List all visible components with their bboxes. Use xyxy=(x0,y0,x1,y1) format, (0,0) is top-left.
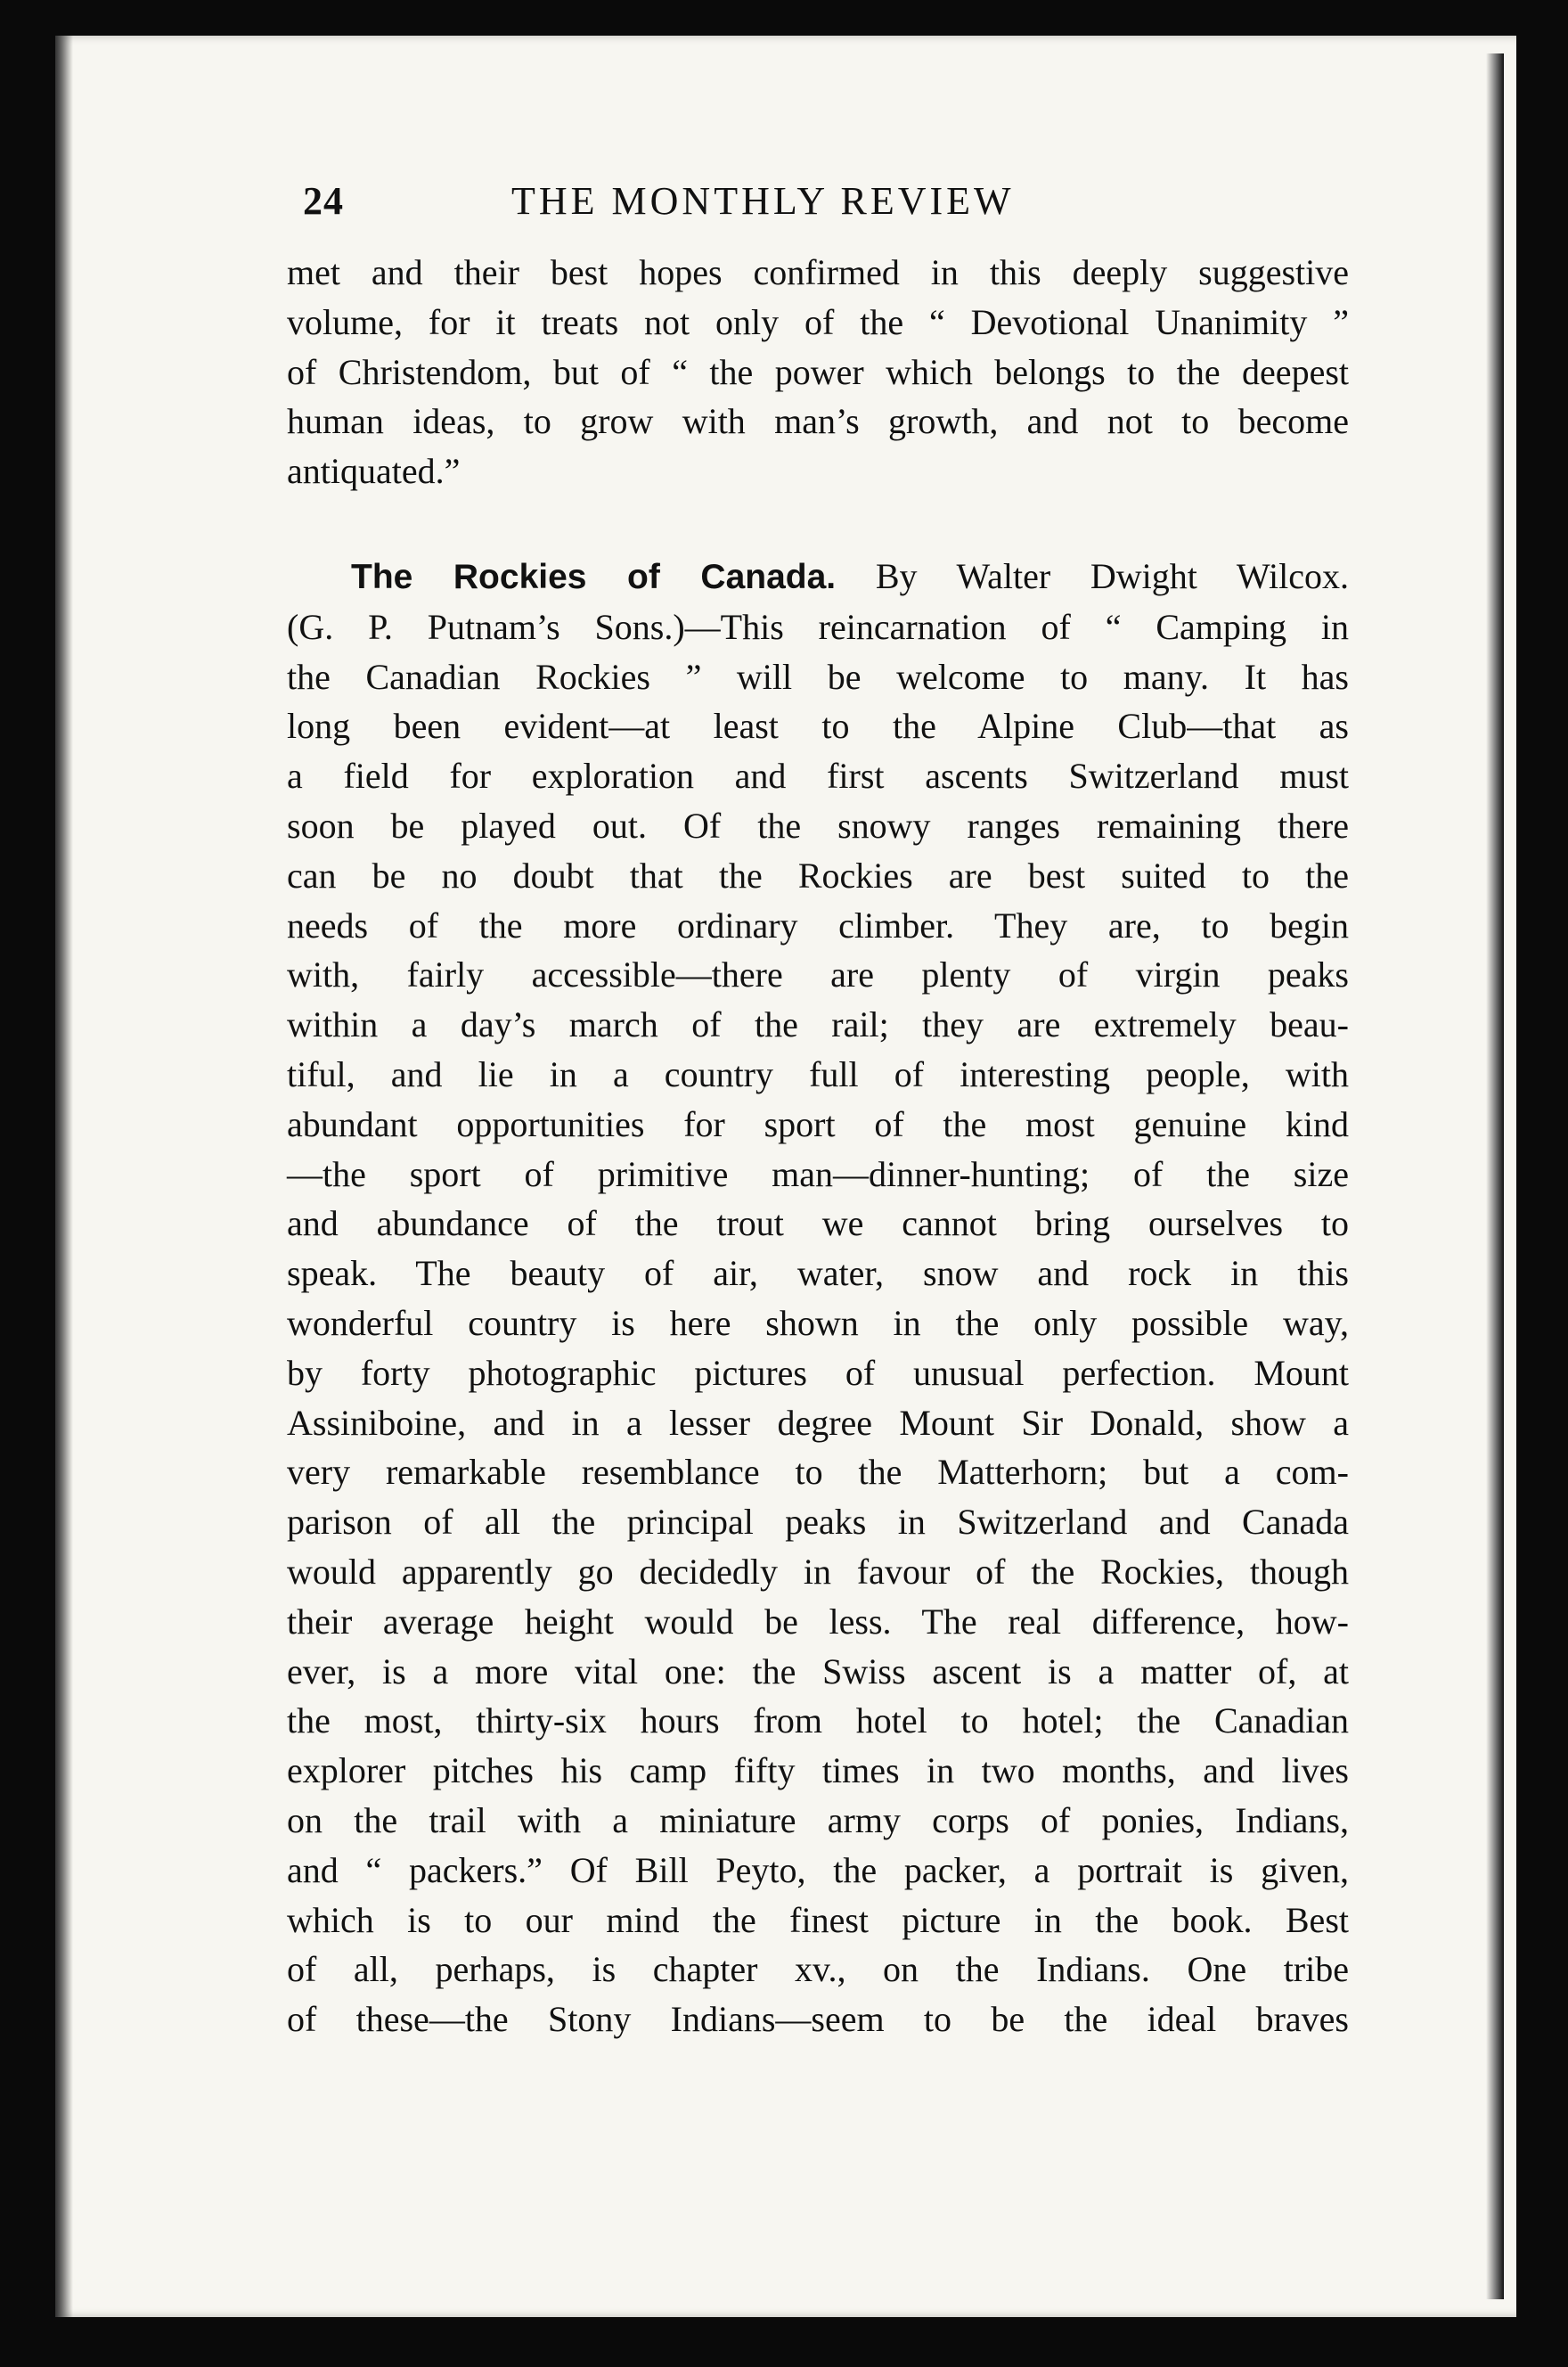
text-line: of all, perhaps, is chapter xv., on the Indians. One tribe xyxy=(287,1949,1349,1990)
text-line: volume, for it treats not only of the “ Devotional Unanimity ” xyxy=(287,301,1349,342)
text-line: (G. P. Putnam’s Sons.)—This reincarnation of “ Camping in xyxy=(287,606,1349,647)
review-first-line xyxy=(287,552,1349,602)
book-review-paragraph xyxy=(287,552,1349,2044)
text-line: met and their best hopes confirmed in this deeply suggestive xyxy=(287,252,1349,292)
page-header xyxy=(303,178,1140,241)
text-line: on the trail with a miniature army corps of ponies, Indians, xyxy=(287,1799,1349,1840)
text-line: would apparently go decidedly in favour of the Rockies, though xyxy=(287,1551,1349,1592)
text-line: by forty photographic pictures of unusual perfection. Mount xyxy=(287,1352,1349,1393)
text-line: very remarkable resemblance to the Matterhorn; but a com- xyxy=(287,1452,1349,1493)
text-line: tiful, and lie in a country full of interesting people, with xyxy=(287,1053,1349,1094)
text-line: within a day’s march of the rail; they are extremely beau- xyxy=(287,1004,1349,1045)
text-line: abundant opportunities for sport of the most genuine kind xyxy=(287,1103,1349,1144)
text-line: their average height would be less. The real difference, how- xyxy=(287,1601,1349,1642)
text-line: long been evident—at least to the Alpine Club—that as xyxy=(287,706,1349,747)
text-line: of these—the Stony Indians—seem to be the ideal braves xyxy=(287,1999,1349,2040)
book-author: By Walter Dwight Wilcox. xyxy=(875,555,1350,596)
text-line: explorer pitches his camp fifty times in two months, and lives xyxy=(287,1750,1349,1791)
text-line: the Canadian Rockies ” will be welcome to many. It has xyxy=(287,656,1349,697)
running-title: THE MONTHLY REVIEW xyxy=(511,179,1015,223)
book-title: The Rockies of Canada. xyxy=(351,557,837,596)
paragraph-gap xyxy=(287,496,1349,552)
page-right-edge xyxy=(1486,53,1504,2299)
text-line: antiquated.” xyxy=(287,451,461,492)
text-line: parison of all the principal peaks in Switzerland and Canada xyxy=(287,1502,1349,1543)
text-line: and “ packers.” Of Bill Peyto, the packer, a portrait is given, xyxy=(287,1849,1349,1890)
text-line: a field for exploration and first ascents Switzerland must xyxy=(287,756,1349,797)
text-line: —the sport of primitive man—dinner-hunting; of the size xyxy=(287,1153,1349,1194)
continued-paragraph xyxy=(287,248,1349,496)
text-line: which is to our mind the finest picture in the book. Best xyxy=(287,1899,1349,1940)
page-number: 24 xyxy=(303,179,344,223)
text-line: ever, is a more vital one: the Swiss ascent is a matter of, at xyxy=(287,1650,1349,1691)
text-line: and abundance of the trout we cannot bring ourselves to xyxy=(287,1203,1349,1244)
text-line: Assiniboine, and in a lesser degree Mount Sir Donald, show a xyxy=(287,1402,1349,1443)
text-line: can be no doubt that the Rockies are best suited to the xyxy=(287,855,1349,896)
text-line: speak. The beauty of air, water, snow and rock in this xyxy=(287,1253,1349,1294)
page-body xyxy=(287,248,1349,2044)
text-line: the most, thirty-six hours from hotel to hotel; the Canadian xyxy=(287,1700,1349,1741)
text-line: with, fairly accessible—there are plenty of virgin peaks xyxy=(287,954,1349,995)
text-line: human ideas, to grow with man’s growth, and not to become xyxy=(287,401,1349,442)
text-line: of Christendom, but of “ the power which belongs to the deepest xyxy=(287,351,1349,392)
text-line: soon be played out. Of the snowy ranges remaining there xyxy=(287,805,1349,846)
text-line: needs of the more ordinary climber. They are, to begin xyxy=(287,905,1349,946)
text-line: wonderful country is here shown in the only possible way, xyxy=(287,1302,1349,1343)
page-gutter-shadow xyxy=(55,36,73,2317)
